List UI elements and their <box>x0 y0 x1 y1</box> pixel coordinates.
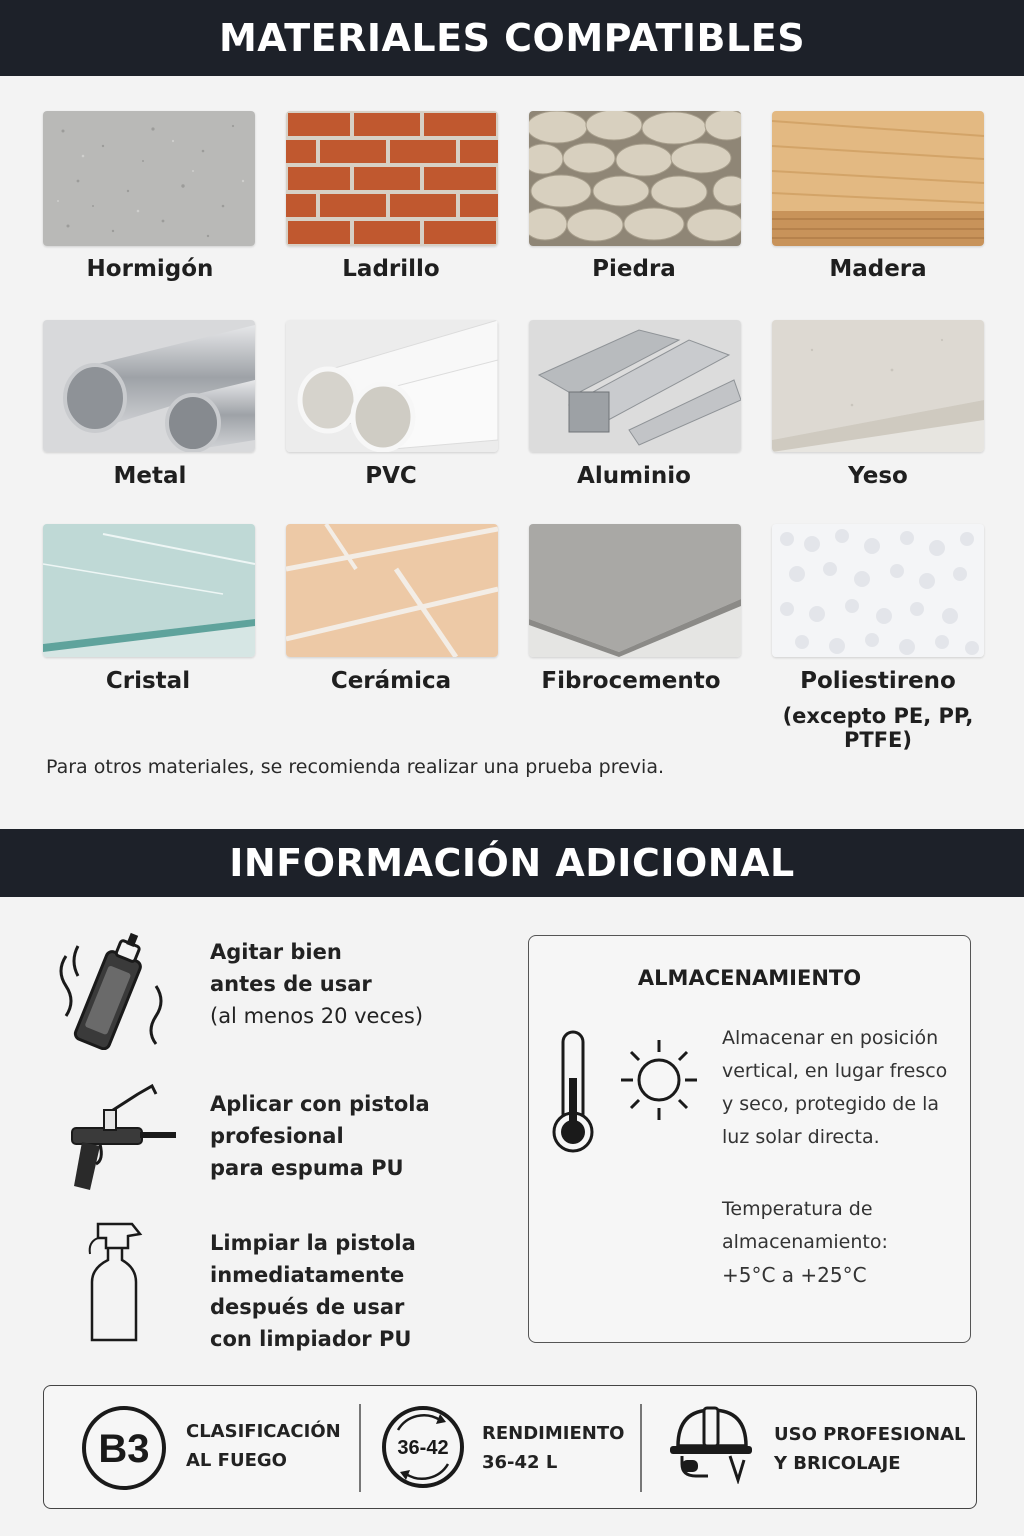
materials-title-text: MATERIALES COMPATIBLES <box>218 16 806 60</box>
plaster-image <box>772 320 984 452</box>
material-label: Poliestireno <box>800 668 956 694</box>
storage-panel <box>528 935 971 1343</box>
material-label: Ladrillo <box>342 256 440 282</box>
instruction-apply: Aplicar con pistola profesional para espuma PU <box>210 1092 430 1180</box>
aluminium-image <box>529 320 741 452</box>
polystyrene-image <box>772 524 984 657</box>
fire-class-badge-text: B3 <box>98 1427 150 1471</box>
footer-divider <box>640 1404 642 1492</box>
material-label: Cristal <box>105 668 191 694</box>
storage-title: ALMACENAMIENTO <box>637 966 862 990</box>
hard-hat-icon <box>668 1404 752 1484</box>
material-label: PVC <box>365 463 417 489</box>
footer-divider <box>359 1404 361 1492</box>
material-label: Metal <box>113 463 187 489</box>
yield-text: RENDIMIENTO 36-42 L <box>482 1423 625 1473</box>
info-section-title <box>0 829 1024 897</box>
sun-icon <box>621 1036 697 1124</box>
materials-section-title <box>0 0 1024 76</box>
thermometer-icon <box>551 1028 595 1156</box>
material-label: Madera <box>829 256 927 282</box>
shake-can-icon <box>52 926 172 1050</box>
fiber-cement-image <box>529 524 741 657</box>
material-label: Hormigón <box>86 256 214 282</box>
metal-image <box>43 320 255 452</box>
footer-specs <box>43 1385 977 1509</box>
instruction-shake: Agitar bien antes de usar (al menos 20 veces) <box>210 940 424 1028</box>
brick-image <box>286 111 498 246</box>
material-label: Yeso <box>848 463 908 489</box>
glass-image <box>43 524 255 657</box>
fire-class-text: CLASIFICACIÓN AL FUEGO <box>186 1421 341 1471</box>
foam-gun-icon <box>52 1080 178 1196</box>
wood-image <box>772 111 984 246</box>
fire-class-badge <box>80 1404 168 1492</box>
stone-image <box>529 111 741 246</box>
spray-bottle-icon <box>84 1220 144 1346</box>
materials-note: Para otros materiales, se recomienda realizar una prueba previa. <box>46 756 665 778</box>
instruction-clean: Limpiar la pistola inmediatamente después de usar con limpiador PU <box>210 1231 416 1351</box>
yield-badge-text: 36-42 <box>397 1437 449 1459</box>
storage-temperature: Temperatura de almacenamiento: +5°C a +25°C <box>722 1193 888 1292</box>
yield-badge <box>380 1404 466 1490</box>
usage-text: USO PROFESIONAL Y BRICOLAJE <box>774 1424 966 1474</box>
material-sublabel: (excepto PE, PP, PTFE) <box>782 704 974 752</box>
material-label: Fibrocemento <box>541 668 721 694</box>
info-title-text: INFORMACIÓN ADICIONAL <box>229 841 795 885</box>
material-label: Piedra <box>592 256 676 282</box>
pvc-image <box>286 320 498 452</box>
storage-instructions: Almacenar en posición vertical, en lugar fresco y seco, protegido de la luz solar directa. <box>722 1027 948 1148</box>
storage-temp-value: +5°C a +25°C <box>722 1263 867 1287</box>
material-label: Aluminio <box>577 463 691 489</box>
material-label: Cerámica <box>330 668 452 694</box>
ceramic-image <box>286 524 498 657</box>
concrete-image <box>43 111 255 246</box>
